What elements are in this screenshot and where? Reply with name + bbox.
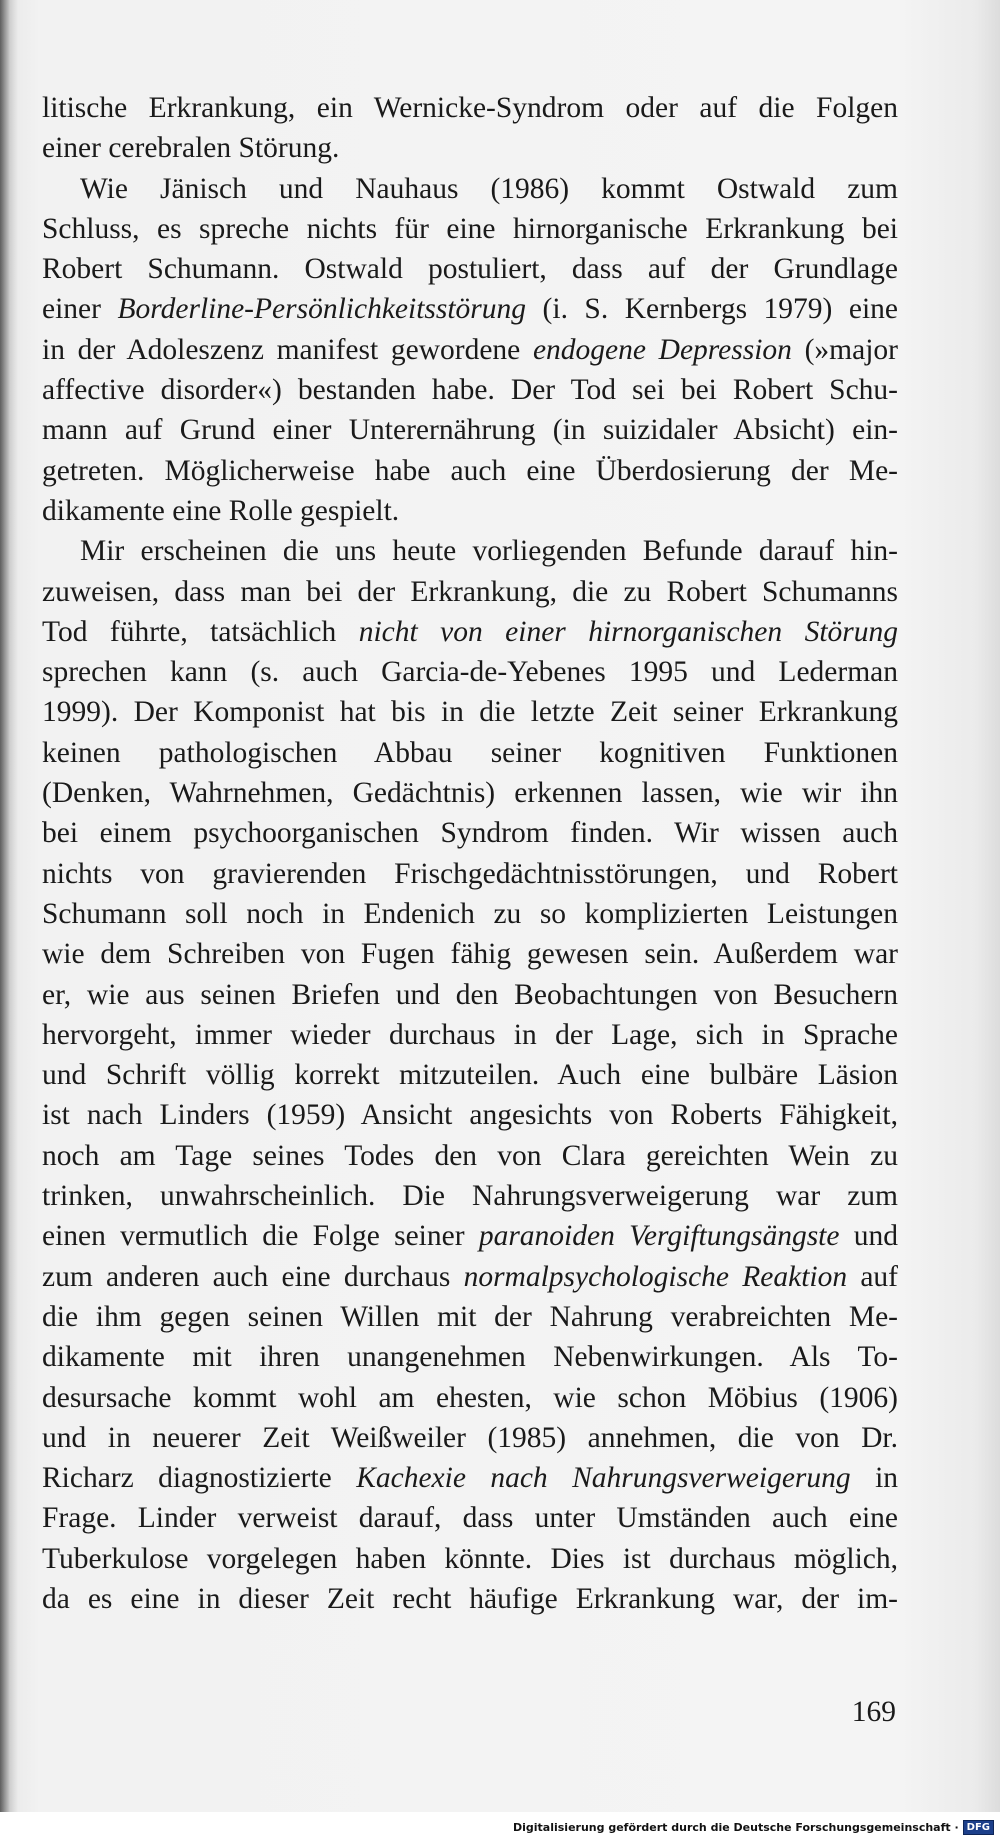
text-line <box>42 854 898 894</box>
text-line <box>42 934 898 974</box>
footer-credit: Digitalisierung gefördert durch die Deutsche Forschungsgemeinschaft · <box>512 1820 959 1834</box>
text-line <box>42 1297 898 1337</box>
text-line <box>42 1418 898 1458</box>
text-segment: zum anderen auch eine durchaus <box>42 1260 464 1293</box>
text-line <box>42 692 898 732</box>
text-line <box>42 128 898 168</box>
text-segment: keinen pathologischen Abbau seiner kognitiven Funktionen <box>42 736 898 769</box>
text-segment: und in neuerer Zeit Weißweiler (1985) annehmen, die von Dr. <box>42 1421 898 1454</box>
text-segment: getreten. Möglicherweise habe auch eine Überdosierung der Me- <box>42 454 898 487</box>
text-line <box>42 1458 898 1498</box>
italic-emphasis: normalpsychologische Reaktion <box>463 1260 848 1293</box>
text-segment: bei einem psychoorganischen Syndrom finden. Wir wissen auch <box>42 817 898 850</box>
text-segment: Robert Schumann. Ostwald postuliert, dass auf der Grundlage <box>42 253 898 286</box>
text-line <box>42 975 898 1015</box>
digitization-footer <box>513 1818 994 1836</box>
text-segment: desursache kommt wohl am ehesten, wie schon Möbius (1906) <box>42 1381 898 1414</box>
text-line <box>42 773 898 813</box>
text-segment: nichts von gravierenden Frischgedächtnisstörungen, und Robert <box>42 857 898 890</box>
text-segment: (»major <box>791 333 898 366</box>
text-segment: ist nach Linders (1959) Ansicht angesichts von Roberts Fähigkeit, <box>42 1099 898 1132</box>
text-segment: in der Adoleszenz manifest gewordene <box>42 333 533 366</box>
italic-emphasis: Borderline-Persönlichkeitsstörung <box>117 293 527 326</box>
text-line <box>42 1539 898 1579</box>
text-line <box>42 1176 898 1216</box>
text-line <box>42 652 898 692</box>
text-line <box>42 894 898 934</box>
text-segment: dikamente eine Rolle gespielt. <box>42 494 400 527</box>
text-segment: auf <box>847 1260 898 1293</box>
text-line <box>42 88 898 128</box>
text-segment: 1999). Der Komponist hat bis in die letzte Zeit seiner Erkrankung <box>42 696 898 729</box>
text-segment: einen vermutlich die Folge seiner <box>42 1220 479 1253</box>
text-segment: die ihm gegen seinen Willen mit der Nahrung verabreichten Me- <box>42 1300 898 1333</box>
text-line <box>42 1257 898 1297</box>
text-segment: wie dem Schreiben von Fugen fähig gewesen sein. Außerdem war <box>42 938 898 971</box>
text-line <box>42 1216 898 1256</box>
text-line <box>42 1378 898 1418</box>
text-line <box>42 1579 898 1619</box>
text-line <box>42 1337 898 1377</box>
text-line <box>42 531 898 571</box>
text-segment: Schumann soll noch in Endenich zu so komplizierten Leistungen <box>42 897 898 930</box>
text-segment: Mir erscheinen die uns heute vorliegenden Befunde darauf hin- <box>80 535 898 568</box>
text-line <box>42 249 898 289</box>
text-segment: und Schrift völlig korrekt mitzuteilen. Auch eine bulbäre Läsion <box>42 1059 898 1092</box>
italic-emphasis: endogene Depression <box>532 333 792 366</box>
text-segment: mann auf Grund einer Unterernährung (in suizidaler Absicht) ein- <box>42 414 898 447</box>
text-segment: noch am Tage seines Todes den von Clara gereichten Wein zu <box>42 1139 898 1172</box>
text-line <box>42 572 898 612</box>
italic-emphasis: Kachexie nach Nahrungsverweigerung <box>356 1462 851 1495</box>
text-line <box>42 612 898 652</box>
text-segment: Richarz diagnostizierte <box>42 1462 357 1495</box>
text-line <box>42 169 898 209</box>
italic-emphasis: paranoiden Vergiftungsängste <box>478 1220 840 1253</box>
text-line <box>42 813 898 853</box>
body-text <box>42 88 898 1619</box>
text-line <box>42 1136 898 1176</box>
text-segment: Tuberkulose vorgelegen haben könnte. Dies ist durchaus möglich, <box>42 1542 898 1575</box>
text-segment: Frage. Linder verweist darauf, dass unter Umständen auch eine <box>42 1502 898 1535</box>
page-number: 169 <box>851 1696 896 1728</box>
text-segment: trinken, unwahrscheinlich. Die Nahrungsverweigerung war zum <box>42 1180 898 1213</box>
text-segment: und <box>839 1220 899 1253</box>
text-segment: dikamente mit ihren unangenehmen Nebenwirkungen. Als To- <box>42 1341 898 1374</box>
text-line <box>42 370 898 410</box>
text-line <box>42 209 898 249</box>
text-segment: affective disorder«) bestanden habe. Der Tod sei bei Robert Schu- <box>42 374 898 407</box>
italic-emphasis: nicht von einer hirnorganischen Störung <box>358 615 898 648</box>
text-segment: (i. S. Kernbergs 1979) eine <box>526 293 899 326</box>
text-segment: da es eine in dieser Zeit recht häufige Erkrankung war, der im- <box>42 1582 898 1615</box>
text-line <box>42 1015 898 1055</box>
text-segment: sprechen kann (s. auch Garcia-de-Yebenes 1995 und Lederman <box>42 656 898 689</box>
text-segment: einer <box>42 293 118 326</box>
text-segment: Schluss, es spreche nichts für eine hirnorganische Erkrankung bei <box>42 212 898 245</box>
text-segment: litische Erkrankung, ein Wernicke-Syndrom oder auf die Folgen <box>42 92 898 124</box>
text-segment: Tod führte, tatsächlich <box>42 615 359 648</box>
text-line <box>42 289 898 329</box>
text-line <box>42 330 898 370</box>
text-line <box>42 733 898 773</box>
text-segment: einer cerebralen Störung. <box>42 132 340 165</box>
dfg-logo: DFG <box>963 1820 994 1835</box>
text-line <box>42 1498 898 1538</box>
text-segment: (Denken, Wahrnehmen, Gedächtnis) erkennen lassen, wie wir ihn <box>42 777 898 810</box>
text-line <box>42 410 898 450</box>
text-line <box>42 1055 898 1095</box>
text-line <box>42 491 898 531</box>
text-segment: Wie Jänisch und Nauhaus (1986) kommt Ostwald zum <box>80 172 898 205</box>
text-segment: zuweisen, dass man bei der Erkrankung, die zu Robert Schumanns <box>42 575 898 608</box>
text-segment: in <box>850 1462 899 1495</box>
text-line <box>42 451 898 491</box>
text-segment: hervorgeht, immer wieder durchaus in der Lage, sich in Sprache <box>42 1018 898 1051</box>
text-line <box>42 1095 898 1135</box>
text-segment: er, wie aus seinen Briefen und den Beobachtungen von Besuchern <box>42 978 898 1011</box>
